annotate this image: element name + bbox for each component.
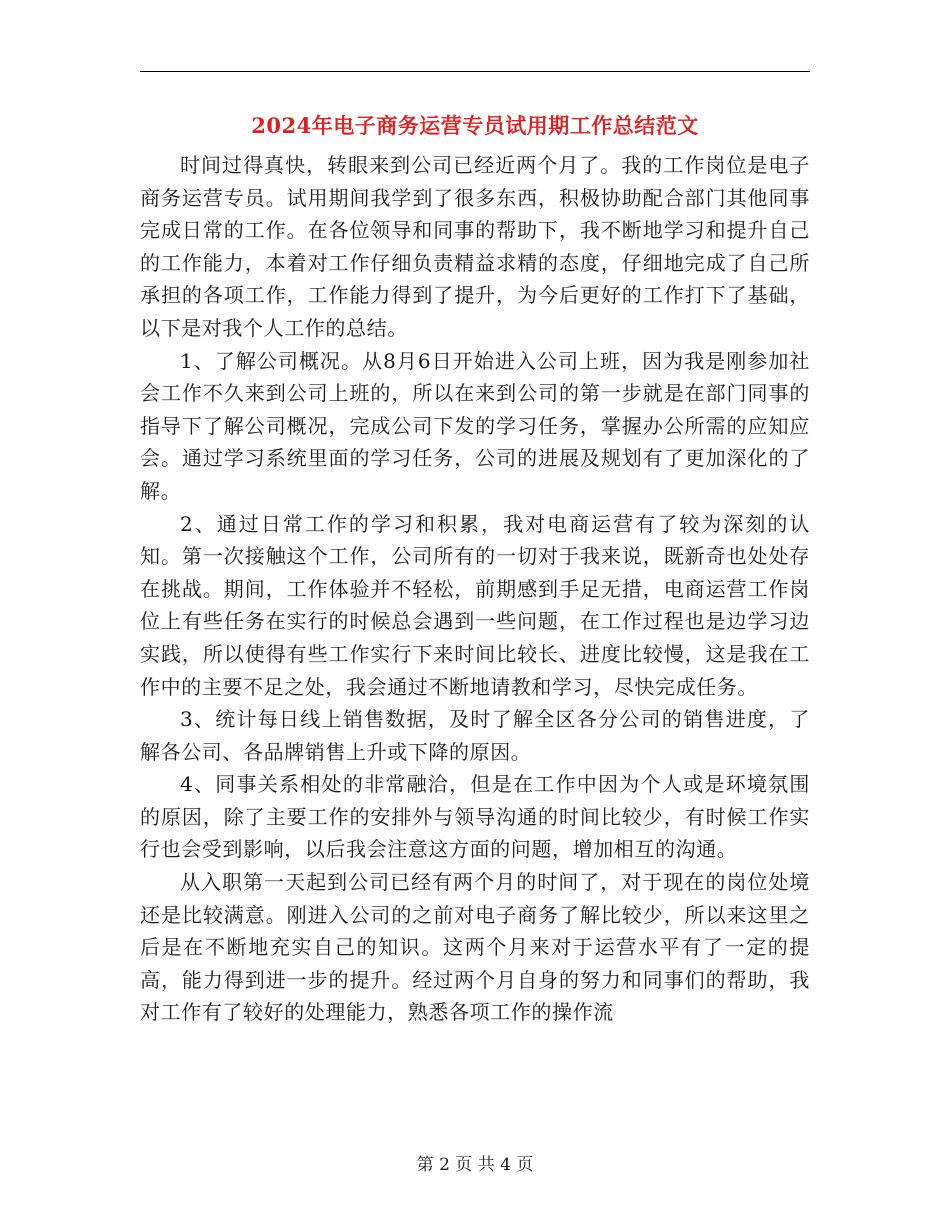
paragraph-conclusion: 从入职第一天起到公司已经有两个月的时间了，对于现在的岗位处境还是比较满意。刚进入公司的之前对电子商务了解比较少，所以来这里之后是在不断地充实自己的知识。这两个月来对于运营水平有了一定的提高，能力得到进一步的提升。经过两个月自身的努力和同事们的帮助，我对工作有了较好的处理能力，熟悉各项工作的操作流 — [140, 870, 810, 1025]
document-title: 2024年电子商务运营专员试用期工作总结范文 — [251, 113, 699, 138]
paragraph-intro: 时间过得真快，转眼来到公司已经近两个月了。我的工作岗位是电子商务运营专员。试用期间我学到了很多东西，积极协助配合部门其他同事完成日常的工作。在各位领导和同事的帮助下，我不断地学习和提升自己的工作能力，本着对工作仔细负责精益求精的态度，仔细地完成了自己所承担的各项工作，工作能力得到了提升，为今后更好的工作打下了基础，以下是对我个人工作的总结。 — [140, 153, 810, 340]
paragraph-item-1: 1、了解公司概况。从8月6日开始进入公司上班，因为我是刚参加社会工作不久来到公司上班的，所以在来到公司的第一步就是在部门同事的指导下了解公司概况，完成公司下发的学习任务，掌握办公所需的应知应会。通过学习系统里面的学习任务，公司的进展及规划有了更加深化的了解。 — [140, 348, 810, 503]
paragraph-item-2: 2、通过日常工作的学习和积累，我对电商运营有了较为深刻的认知。第一次接触这个工作，公司所有的一切对于我来说，既新奇也处处存在挑战。期间，工作体验并不轻松，前期感到手足无措，电商运营工作岗位上有些任务在实行的时候总会遇到一些问题，在工作过程也是边学习边实践，所以使得有些工作实行下来时间比较长、进度比较慢，这是我在工作中的主要不足之处，我会通过不断地请教和学习，尽快完成任务。 — [140, 511, 810, 699]
paragraph-item-3: 3、统计每日线上销售数据，及时了解全区各分公司的销售进度，了解各公司、各品牌销售上升或下降的原因。 — [140, 707, 810, 764]
paragraph-item-4: 4、同事关系相处的非常融洽，但是在工作中因为个人或是环境氛围的原因，除了主要工作的安排外与领导沟通的时间比较少，有时候工作实行也会受到影响，以后我会注意这方面的问题，增加相互的沟通。 — [140, 772, 810, 862]
header-rule — [140, 71, 810, 72]
page-number-footer: 第 2 页 共 4 页 — [416, 1155, 534, 1175]
document-body — [140, 149, 810, 1029]
